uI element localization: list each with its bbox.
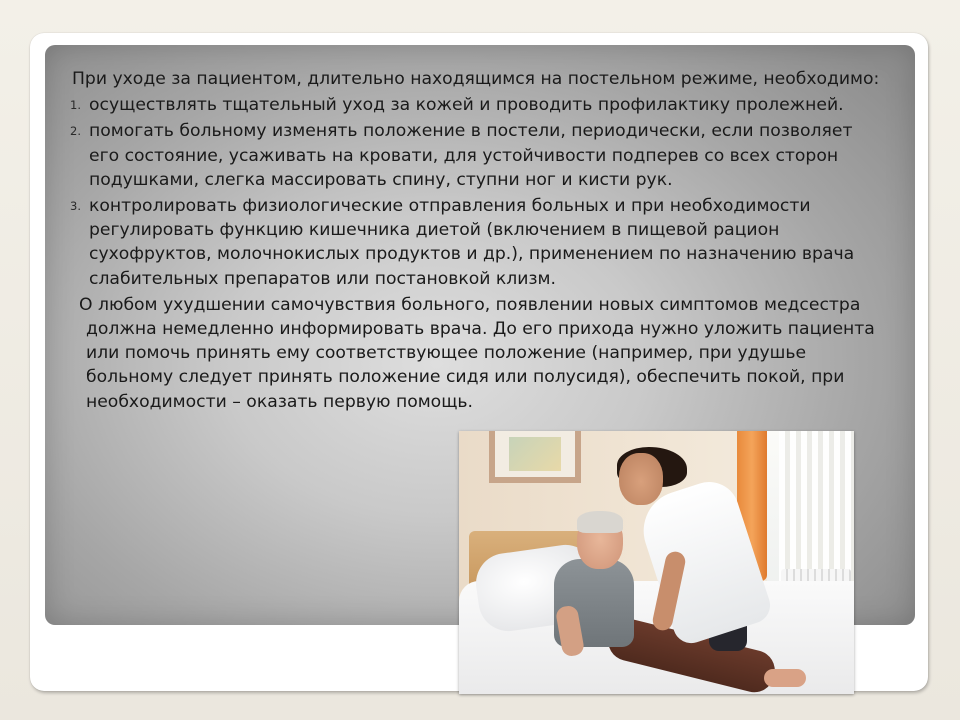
care-step-1 — [72, 93, 882, 117]
care-step-3 — [72, 194, 882, 291]
closing-text: О любом ухудшении самочувствия больного, появлении новых симптомов медсестра должна немедленно информировать врача. До его прихода нужно уложить пациента или помочь принять ему соответствующее положение (например, при удушье больному следует принять положение сидя или полусидя), обеспечить покой, при необходимости – оказать первую помощь. — [79, 294, 875, 412]
nurse-patient-photo — [459, 431, 854, 694]
slide-body-text — [72, 67, 882, 414]
list-number: 3. — [70, 199, 81, 214]
closing-paragraph — [72, 293, 882, 414]
wall-picture — [489, 431, 581, 483]
care-step-2 — [72, 119, 882, 192]
care-steps-list — [72, 93, 882, 291]
patient-hair — [577, 511, 623, 533]
list-number: 2. — [70, 124, 81, 139]
nurse-head — [619, 453, 663, 505]
list-item-text: помогать больному изменять положение в постели, периодически, если позволяет его состояние, усаживать на кровати, для устойчивости подперев со всех сторон подушками, слегка массировать спину, ступни ног и кисти рук. — [89, 121, 853, 190]
list-item-text: контролировать физиологические отправления больных и при необходимости регулировать функцию кишечника диетой (включением в пищевой рацион сухофруктов, молочнокислых продуктов и др.), применением по назначению врача слабительных препаратов или постановкой клизм. — [89, 196, 855, 289]
wall-picture-image — [509, 437, 561, 471]
list-number: 1. — [70, 98, 81, 113]
intro-paragraph: При уходе за пациентом, длительно находящимся на постельном режиме, необходимо: — [72, 69, 880, 89]
list-item-text: осуществлять тщательный уход за кожей и проводить профилактику пролежней. — [89, 95, 844, 116]
patient-foot — [764, 669, 806, 687]
